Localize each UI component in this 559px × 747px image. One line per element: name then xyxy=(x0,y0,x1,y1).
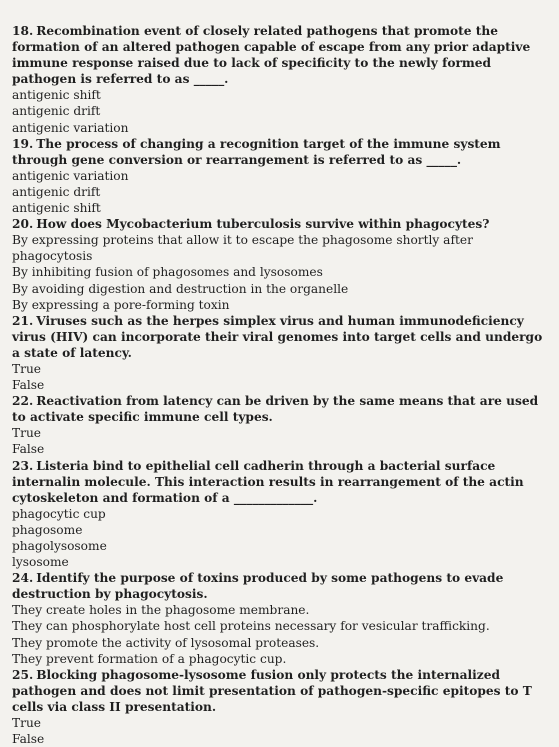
answer-option[interactable]: antigenic drift xyxy=(12,184,101,199)
question-stem xyxy=(12,393,552,425)
question-number: 19. xyxy=(12,136,34,151)
question-text: The process of changing a recognition target of the immune system through gene conversion or rearrangement is referred to as _____. xyxy=(12,136,501,167)
question-block xyxy=(12,458,552,571)
question-stem xyxy=(12,216,552,232)
question-number: 22. xyxy=(12,394,34,409)
question-stem xyxy=(12,667,552,715)
answer-option[interactable]: False xyxy=(12,732,45,747)
answer-option[interactable]: phagocytic cup xyxy=(12,506,106,521)
question-text: Blocking phagosome-lysosome fusion only protects the internalized pathogen and does not limit presentation of pathogen-specific epitopes to T cells via class II presentation. xyxy=(12,667,532,714)
question-stem xyxy=(12,313,552,361)
question-number: 23. xyxy=(12,458,34,473)
answer-option[interactable]: phagosome xyxy=(12,522,83,537)
question-block xyxy=(12,393,552,457)
answer-option[interactable]: By inhibiting fusion of phagosomes and lysosomes xyxy=(12,265,323,280)
answer-option[interactable]: False xyxy=(12,378,45,393)
answer-option[interactable]: By expressing proteins that allow it to escape the phagosome shortly after phagocytosis xyxy=(12,233,473,264)
question-stem xyxy=(12,136,552,168)
answer-option[interactable]: antigenic shift xyxy=(12,88,101,103)
answer-option[interactable]: lysosome xyxy=(12,555,69,570)
question-block xyxy=(12,23,552,136)
question-block xyxy=(12,216,552,313)
question-number: 20. xyxy=(12,217,34,232)
question-text: Identify the purpose of toxins produced by some pathogens to evade destruction by phagocytosis. xyxy=(12,571,504,602)
answer-option[interactable]: antigenic variation xyxy=(12,120,129,135)
answer-option[interactable]: antigenic variation xyxy=(12,168,129,183)
answer-option[interactable]: phagolysosome xyxy=(12,539,107,553)
question-stem xyxy=(12,23,552,87)
answer-option[interactable]: antigenic shift xyxy=(12,201,101,216)
question-number: 24. xyxy=(12,571,34,586)
answer-option[interactable]: True xyxy=(12,716,42,731)
question-block xyxy=(12,313,552,393)
question-stem xyxy=(12,570,552,602)
answer-option[interactable]: True xyxy=(12,426,42,441)
question-text: Listeria bind to epithelial cell cadherin through a bacterial surface internalin molecule. This interaction results in rearrangement of the actin cytoskeleton and formation of a _____________. xyxy=(12,458,524,505)
answer-option[interactable]: They prevent formation of a phagocytic cup. xyxy=(12,651,287,666)
question-number: 18. xyxy=(12,24,34,38)
question-block xyxy=(12,136,552,216)
question-text: Viruses such as the herpes simplex virus and human immunodeficiency virus (HIV) can incorporate their viral genomes into target cells and undergo a state of latency. xyxy=(12,313,543,360)
answer-option[interactable]: False xyxy=(12,442,45,457)
question-block xyxy=(12,570,552,667)
question-text: How does Mycobacterium tuberculosis survive within phagocytes? xyxy=(36,217,490,232)
question-text: Recombination event of closely related pathogens that promote the formation of an altered pathogen capable of escape from any prior adaptive immune response raised due to lack of specificity to the newly formed pathogen is referred to as _____. xyxy=(12,24,531,87)
question-sheet xyxy=(12,23,552,747)
question-number: 21. xyxy=(12,313,34,328)
answer-option[interactable]: antigenic drift xyxy=(12,104,101,119)
answer-option[interactable]: By avoiding digestion and destruction in the organelle xyxy=(12,281,349,296)
question-stem xyxy=(12,458,552,506)
question-number: 25. xyxy=(12,667,34,682)
answer-option[interactable]: They create holes in the phagosome membrane. xyxy=(12,603,310,618)
answer-option[interactable]: They promote the activity of lysosomal proteases. xyxy=(12,635,320,650)
question-block xyxy=(12,667,552,747)
answer-option[interactable]: They can phosphorylate host cell proteins necessary for vesicular trafficking. xyxy=(12,619,490,634)
answer-option[interactable]: By expressing a pore-forming toxin xyxy=(12,297,230,312)
answer-option[interactable]: True xyxy=(12,361,42,376)
question-text: Reactivation from latency can be driven by the same means that are used to activate specific immune cell types. xyxy=(12,394,539,425)
